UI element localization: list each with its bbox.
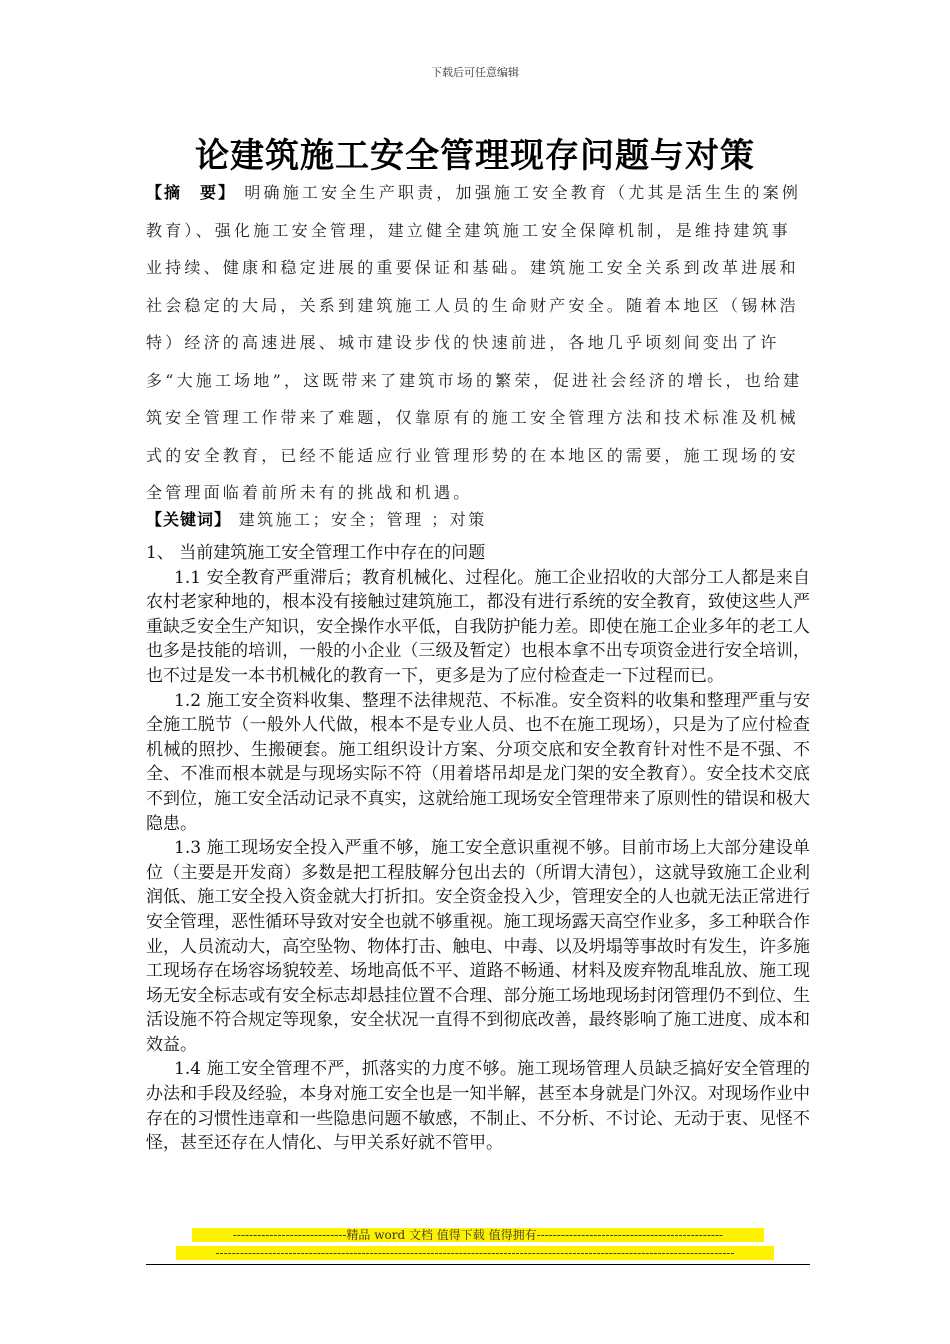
- keywords-text: 建筑施工；安全；管理 ；对策: [238, 510, 487, 529]
- paragraph-1-1: 1.1 安全教育严重滞后；教育机械化、过程化。施工企业招收的大部分工人都是来自农村老家种地的，根本没有接触过建筑施工，都没有进行系统的安全教育，致使这些人严重缺乏安全生产知识，安全操作水平低，自我防护能力差。即使在施工企业多年的老工人也多是技能的培训，一般的小企业（三级及暂定）也根本拿不出专项资金进行安全培训，也不过是发一本书机械化的教育一下，更多是为了应付检查走一下过程而已。: [146, 567, 810, 686]
- paragraph-1-4: 1.4 施工安全管理不严，抓落实的力度不够。施工现场管理人员缺乏搞好安全管理的办法和手段及经验，本身对施工安全也是一知半解，甚至本身就是门外汉。对现场作业中存在的习惯性违章和一些隐患问题不敏感，不制止、不分析、不讨论、无动于衷、见怪不怪，甚至还存在人情化、与甲关系好就不管甲。: [146, 1059, 810, 1154]
- paragraph-1-3: 1.3 施工现场安全投入严重不够，施工安全意识重视不够。目前市场上大部分建设单位（主要是开发商）多数是把工程肢解分包出去的（所谓大清包），这就导致施工企业利润低、施工安全投入资金就大打折扣。安全资金投入少，管理安全的人也就无法正常进行安全管理，恶性循环导致对安全也就不够重视。施工现场露天高空作业多，多工种联合作业，人员流动大，高空坠物、物体打击、触电、中毒、以及坍塌等事故时有发生，许多施工现场存在场容场貌较差、场地高低不平、道路不畅通、材料及废弃物乱堆乱放、施工现场无安全标志或有安全标志却悬挂位置不合理、部分施工场地现场封闭管理仍不到位、生活设施不符合规定等现象，安全状况一直得不到彻底改善，最终影响了施工进度、成本和效益。: [146, 838, 810, 1055]
- abstract-text: 明确施工安全生产职责，加强施工安全教育（尤其是活生生的案例教育）、强化施工安全管理，建立健全建筑施工安全保障机制，是维持建筑事业持续、健康和稳定进展的重要保证和基础。建筑施工安全关系到改革进展和社会稳定的大局，关系到建筑施工人员的生命财产安全。随着本地区（锡林浩特）经济的高速进展、城市建设步伐的快速前进，各地几乎顷刻间变出了许多“大施工场地”，这既带来了建筑市场的繁荣，促进社会经济的增长，也给建筑安全管理工作带来了难题，仅靠原有的施工安全管理方法和技术标准及机械式的安全教育，已经不能适应行业管理形势的在本地区的需要，施工现场的安全管理面临着前所未有的挑战和机遇。: [146, 183, 803, 502]
- footer-divider: [146, 1264, 810, 1265]
- section-heading: 1、 当前建筑施工安全管理工作中存在的问题: [146, 543, 486, 563]
- body-section: [146, 541, 810, 1156]
- abstract-block: [146, 174, 808, 512]
- document-title: 论建筑施工安全管理现存问题与对策: [195, 136, 755, 176]
- header-note: 下载后可任意编辑: [431, 66, 519, 79]
- abstract-label: 【摘 要】: [146, 183, 237, 202]
- keywords-label: 【关键词】: [146, 510, 232, 529]
- footer-banner-line-1: ----------------------------精品 word 文档 值得下载 值得拥有----------------------------------------------: [192, 1228, 764, 1242]
- page-footer: [146, 1228, 810, 1265]
- keywords-block: [146, 507, 808, 530]
- paragraph-1-2: 1.2 施工安全资料收集、整理不法律规范、不标准。安全资料的收集和整理严重与安全施工脱节（一般外人代做，根本不是专业人员、也不在施工现场），只是为了应付检查机械的照抄、生搬硬套。施工组织设计方案、分项交底和安全教育针对性不是不强、不全、不准而根本就是与现场实际不符（用着塔吊却是龙门架的安全教育）。安全技术交底不到位，施工安全活动记录不真实，这就给施工现场安全管理带来了原则性的错误和极大隐患。: [146, 690, 810, 834]
- footer-banner-line-2: --------------------------------------------------------------------------------------------------------------------------------: [176, 1246, 774, 1260]
